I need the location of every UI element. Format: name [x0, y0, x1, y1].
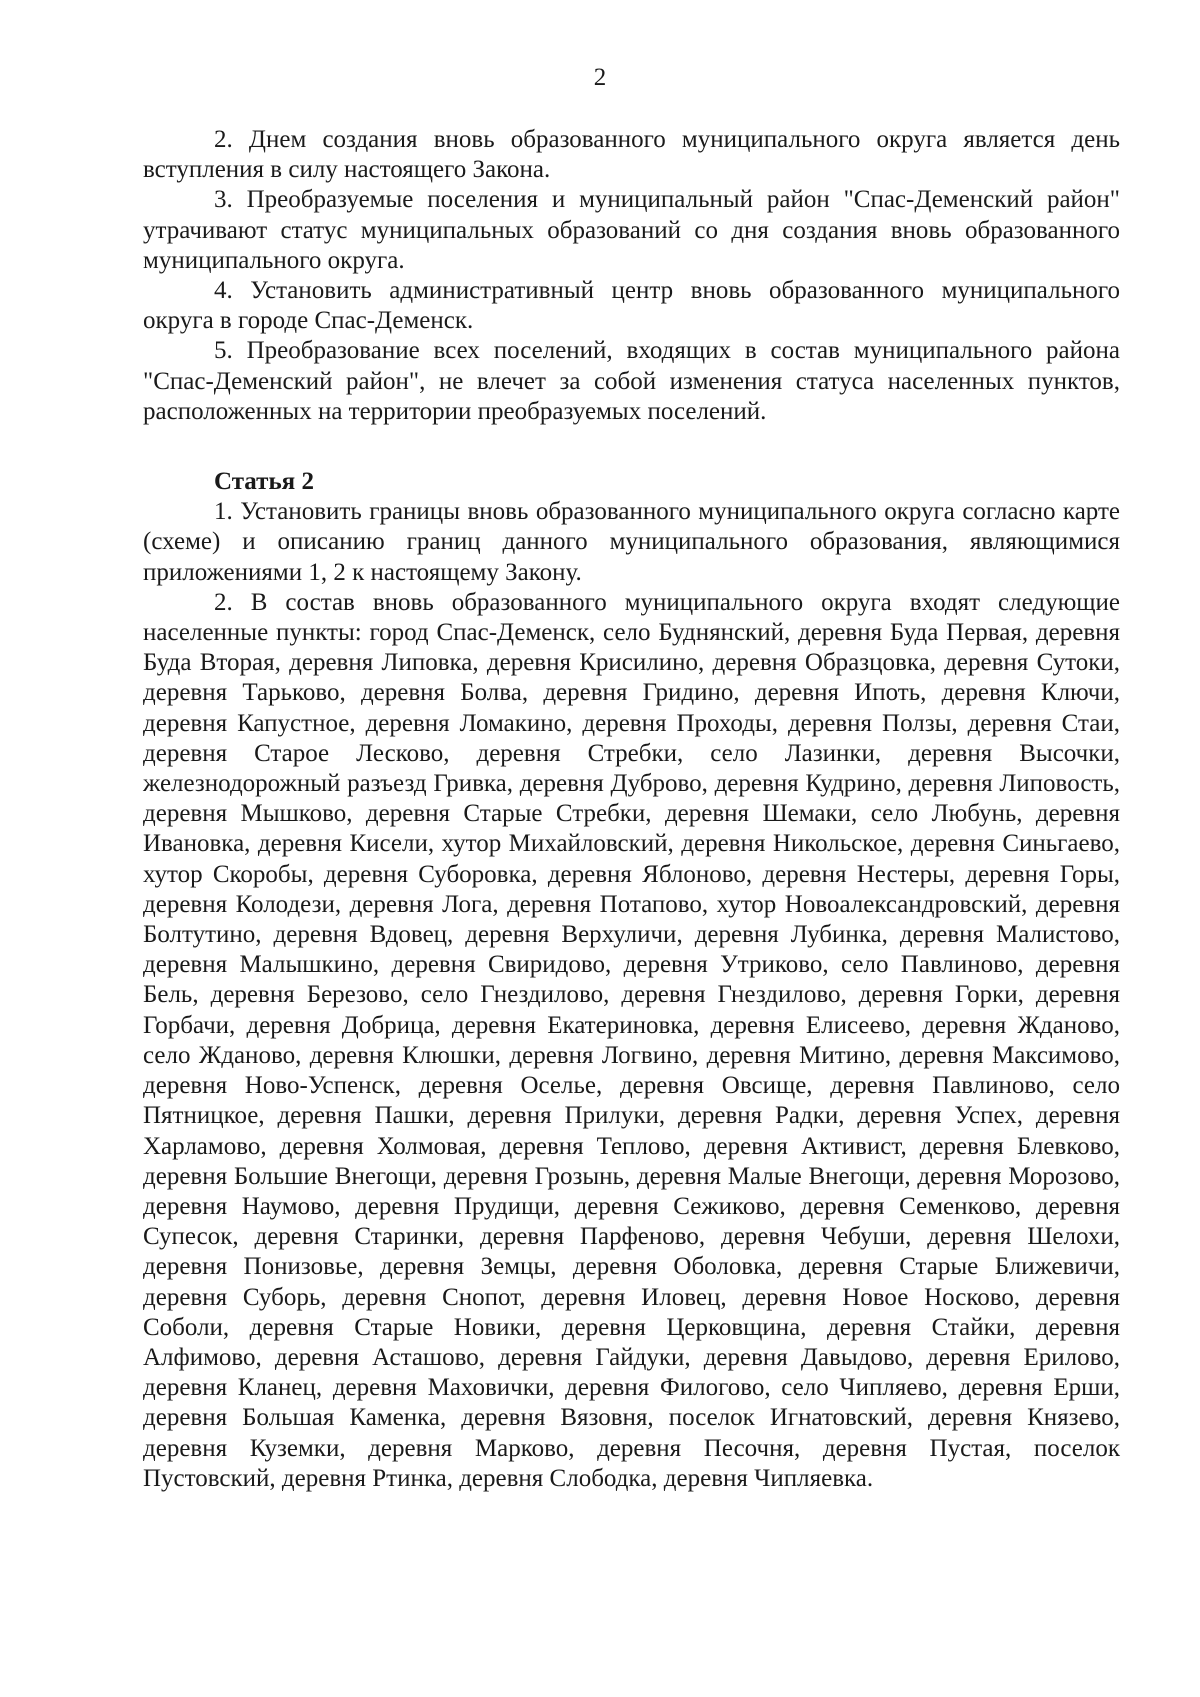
article1-paragraph-4: 4. Установить административный центр вновь образованного муниципального округа в городе Спас-Деменск.: [143, 277, 1120, 335]
page-number: 2: [593, 64, 607, 91]
article2-heading: Статья 2: [214, 468, 314, 496]
article1-paragraph-5: 5. Преобразование всех поселений, входящих в состав муниципального района "Спас-Деменский район", не влечет за собой изменения статуса населенных пунктов, расположенных на территории преобразуемых поселений.: [143, 337, 1120, 425]
article1-paragraph-2: 2. Днем создания вновь образованного муниципального округа является день вступления в силу настоящего Закона.: [143, 126, 1120, 184]
document-body: [143, 125, 1120, 1494]
article2-paragraph-2: 2. В состав вновь образованного муниципального округа входят следующие населенные пункты: город Спас-Деменск, село Буднянский, деревня Буда Первая, деревня Буда Вторая, деревня Липовка, деревня Крисилино, деревня Образцовка, деревня Сутоки, деревня Тарьково, деревня Болва, деревня Гридино, деревня Ипоть, деревня Ключи, деревня Капустное, деревня Ломакино, деревня Проходы, деревня Ползы, деревня Стаи, деревня Старое Лесково, деревня Стребки, село Лазинки, деревня Высочки, железнодорожный разъезд Гривка, деревня Дуброво, деревня Кудрино, деревня Липовость, деревня Мышково, деревня Старые Стребки, деревня Шемаки, село Любунь, деревня Ивановка, деревня Кисели, хутор Михайловский, деревня Никольское, деревня Синьгаево, хутор Скоробы, деревня Суборовка, деревня Яблоново, деревня Нестеры, деревня Горы, деревня Колодези, деревня Лога, деревня Потапово, хутор Новоалександровский, деревня Болтутино, деревня Вдовец, деревня Верхуличи, деревня Лубинка, деревня Малистово, деревня Малышкино, деревня Свиридово, деревня Утриково, село Павлиново, деревня Бель, деревня Березово, село Гнездилово, деревня Гнездилово, деревня Горки, деревня Горбачи, деревня Добрица, деревня Екатериновка, деревня Елисеево, деревня Жданово, село Жданово, деревня Клюшки, деревня Логвино, деревня Митино, деревня Максимово, деревня Ново-Успенск, деревня Оселье, деревня Овсище, деревня Павлиново, село Пятницкое, деревня Пашки, деревня Прилуки, деревня Радки, деревня Успех, деревня Харламово, деревня Холмовая, деревня Теплово, деревня Активист, деревня Блевково, деревня Большие Внегощи, деревня Грозынь, деревня Малые Внегощи, деревня Морозово, деревня Наумово, деревня Прудищи, деревня Сежиково, деревня Семенково, деревня Супесок, деревня Старинки, деревня Парфеново, деревня Чебуши, деревня Шелохи, деревня Понизовье, деревня Земцы, деревня Оболовка, деревня Старые Ближевичи, деревня Суборь, деревня Снопот, деревня Иловец, деревня Новое Носково, деревня Соболи, деревня Старые Новики, деревня Церковщина, деревня Стайки, деревня Алфимово, деревня Асташово, деревня Гайдуки, деревня Давыдово, деревня Ерилово, деревня Кланец, деревня Маховички, деревня Филогово, село Чипляево, деревня Ерши, деревня Большая Каменка, деревня Вязовня, поселок Игнатовский, деревня Князево, деревня Куземки, деревня Марково, деревня Песочня, деревня Пустая, поселок Пустовский, деревня Ртинка, деревня Слободка, деревня Чипляевка.: [143, 588, 1120, 1492]
article2-paragraph-1: 1. Установить границы вновь образованного муниципального округа согласно карте (схеме) и описанию границ данного муниципального образования, являющимися приложениями 1, 2 к настоящему Закону.: [143, 498, 1120, 586]
article1-paragraph-3: 3. Преобразуемые поселения и муниципальный район "Спас-Деменский район" утрачивают статус муниципальных образований со дня создания вновь образованного муниципального округа.: [143, 186, 1120, 274]
